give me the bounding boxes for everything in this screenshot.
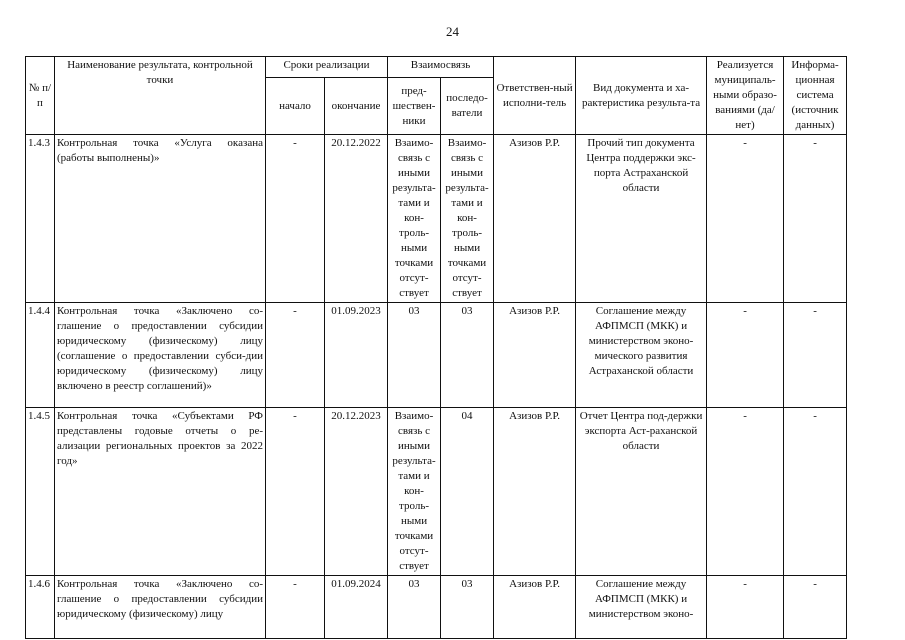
row-start: - <box>266 303 325 408</box>
row-name: Контрольная точка «Субъектами РФ представлены годовые отчеты о ре-ализации региональных проектов за 2022 год» <box>55 408 266 576</box>
header-responsible: Ответствен-ный исполни-тель <box>494 57 576 135</box>
row-end: 20.12.2023 <box>325 408 388 576</box>
row-municipal: - <box>707 303 784 408</box>
row-end: 01.09.2024 <box>325 576 388 639</box>
row-next: 03 <box>441 303 494 408</box>
row-doc: Соглашение между АФПМСП (МКК) и министерством эконо-мического развития Астраханской области <box>576 303 707 408</box>
row-prev: Взаимо-связь с иными результа-тами и кон-троль-ными точками отсут-ствует <box>388 135 441 303</box>
header-name: Наименование результата, контрольной точки <box>55 57 266 135</box>
row-num: 1.4.6 <box>26 576 55 639</box>
row-prev: Взаимо-связь с иными результа-тами и кон-троль-ными точками отсут-ствует <box>388 408 441 576</box>
row-info: - <box>784 303 847 408</box>
row-municipal: - <box>707 576 784 639</box>
row-name: Контрольная точка «Заключено со-глашение о предоставлении субсидии юридическому (физическому) лицу <box>55 576 266 639</box>
row-municipal: - <box>707 135 784 303</box>
header-next: последо-ватели <box>441 78 494 135</box>
header-relation: Взаимосвязь <box>388 57 494 78</box>
row-responsible: Азизов Р.Р. <box>494 576 576 639</box>
row-next: Взаимо-связь с иными результа-тами и кон-троль-ными точками отсут-ствует <box>441 135 494 303</box>
row-end: 01.09.2023 <box>325 303 388 408</box>
row-num: 1.4.4 <box>26 303 55 408</box>
project-plan-table <box>25 56 847 639</box>
row-doc: Прочий тип документа Центра поддержки экс-порта Астраханской области <box>576 135 707 303</box>
header-prev: пред-шествен-ники <box>388 78 441 135</box>
row-responsible: Азизов Р.Р. <box>494 303 576 408</box>
row-next: 03 <box>441 576 494 639</box>
row-name: Контрольная точка «Заключено со-глашение о предоставлении субсидии юридическому (физическому) лицу (соглашение о предоставлении субси-дии юридическому (физическому) лицу включено в реестр соглашений)» <box>55 303 266 408</box>
header-num: № п/п <box>26 57 55 135</box>
row-prev: 03 <box>388 303 441 408</box>
row-doc: Соглашение между АФПМСП (МКК) и министерством эконо- <box>576 576 707 639</box>
row-num: 1.4.3 <box>26 135 55 303</box>
table-row <box>26 135 847 303</box>
header-terms: Сроки реализации <box>266 57 388 78</box>
row-responsible: Азизов Р.Р. <box>494 135 576 303</box>
page-number: 24 <box>446 24 459 39</box>
row-municipal: - <box>707 408 784 576</box>
row-end: 20.12.2022 <box>325 135 388 303</box>
row-next: 04 <box>441 408 494 576</box>
table-row <box>26 303 847 408</box>
table-row <box>26 408 847 576</box>
row-start: - <box>266 408 325 576</box>
row-info: - <box>784 408 847 576</box>
header-municipal: Реализуется муниципаль-ными образо-ваниями (да/нет) <box>707 57 784 135</box>
header-end: окончание <box>325 78 388 135</box>
row-doc: Отчет Центра под-держки экспорта Аст-раханской области <box>576 408 707 576</box>
row-prev: 03 <box>388 576 441 639</box>
header-doc-type: Вид документа и ха-рактеристика результа-та <box>576 57 707 135</box>
row-info: - <box>784 135 847 303</box>
row-name: Контрольная точка «Услуга оказана (работы выполнены)» <box>55 135 266 303</box>
header-info-system: Информа-ционная система (источник данных) <box>784 57 847 135</box>
row-info: - <box>784 576 847 639</box>
row-responsible: Азизов Р.Р. <box>494 408 576 576</box>
row-start: - <box>266 576 325 639</box>
row-num: 1.4.5 <box>26 408 55 576</box>
table-row <box>26 576 847 639</box>
header-start: начало <box>266 78 325 135</box>
row-start: - <box>266 135 325 303</box>
